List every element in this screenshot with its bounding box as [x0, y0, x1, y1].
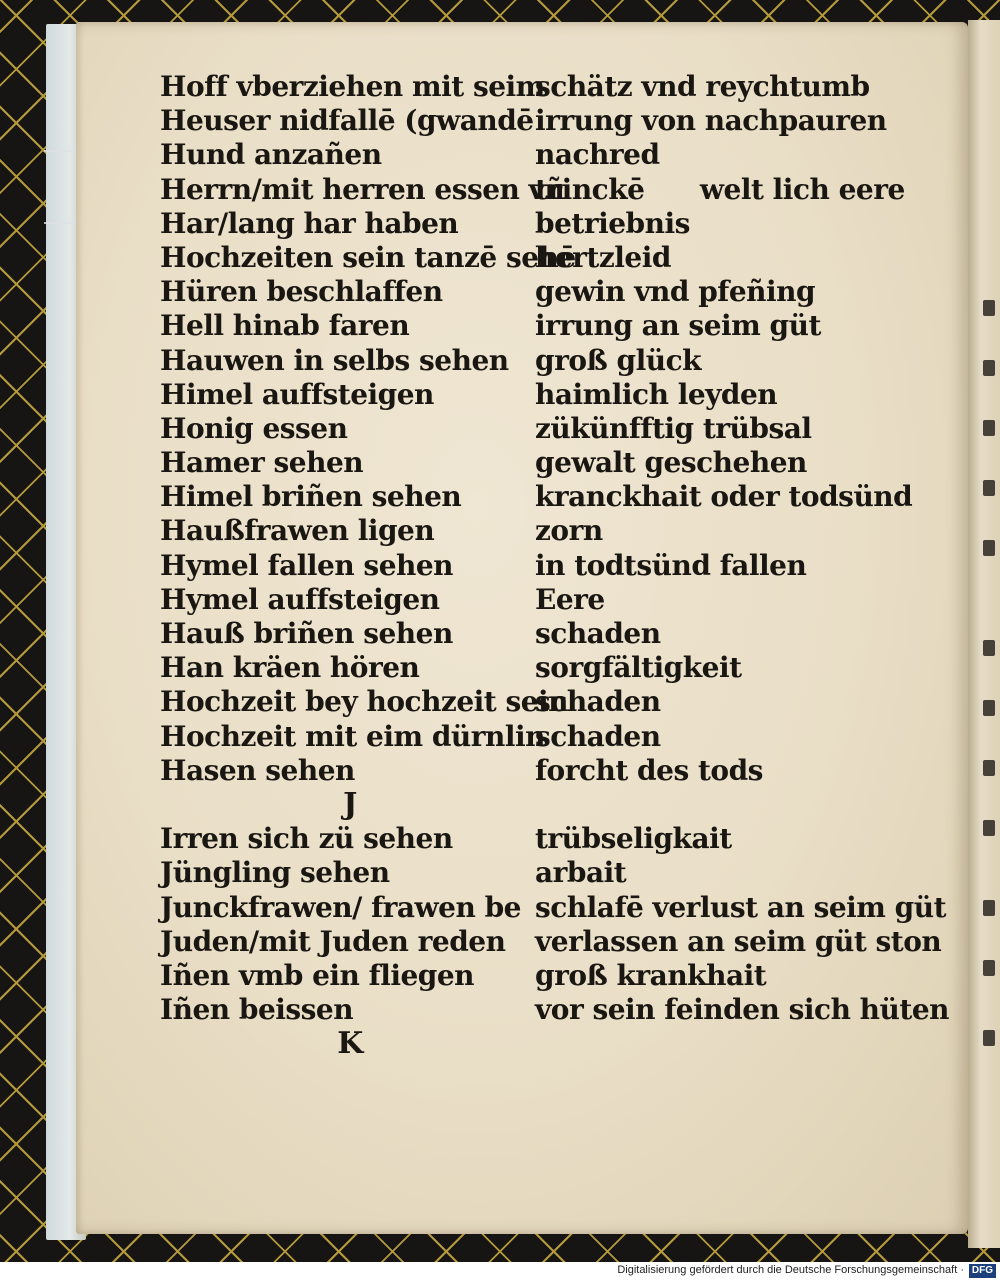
right-entry: groß krankhait [535, 958, 767, 992]
right-entry: irrung an seim güt [535, 309, 821, 343]
left-entry: Hund anzañen [160, 138, 382, 172]
right-entry: schaden [535, 719, 661, 753]
left-entry: Hochzeit bey hochzeit sein [160, 685, 569, 719]
left-entry: Himel auffsteigen [160, 377, 434, 411]
right-entry: irrung von nachpauren [535, 104, 887, 138]
right-entry: in todtsünd fallen [535, 548, 807, 582]
right-entry: verlassen an seim güt ston [535, 924, 942, 958]
left-entry: Heuser nidfallē (gwandē [160, 104, 534, 138]
right-entry: schätz vnd reychtumb [535, 70, 870, 103]
funding-notice: Digitalisierung gefördert durch die Deutsche Forschungsgemeinschaft · [617, 1264, 964, 1276]
left-entry: Iñen beissen [160, 993, 354, 1027]
right-entry: vor sein feinden sich hüten [535, 993, 949, 1027]
right-column [535, 70, 949, 1061]
facing-letter [983, 700, 995, 716]
left-entry: Jüngling sehen [160, 856, 390, 890]
facing-letter [983, 420, 995, 436]
right-entry: zorn [535, 514, 603, 548]
right-entry: nachred [535, 138, 660, 172]
left-entry: Iñen vmb ein fliegen [160, 958, 475, 992]
right-entry: Eere [535, 582, 605, 616]
left-entry: Hauwen in selbs sehen [160, 343, 509, 377]
right-entry: gewalt geschehen [535, 446, 807, 480]
right-entry: forcht des tods [535, 753, 763, 787]
left-entry: Herrn/mit herren essen vñ [160, 172, 565, 206]
right-entry: trinckē welt lich eere [535, 172, 905, 206]
dfg-logo: DFG [969, 1264, 996, 1278]
right-entry: schaden [535, 617, 661, 650]
left-entry: Hasen sehen [160, 753, 355, 787]
facing-letter [983, 360, 995, 376]
left-entry: Hymel fallen sehen [160, 548, 454, 582]
facing-letter [983, 960, 995, 976]
left-entry: Juden/mit Juden reden [160, 924, 506, 958]
facing-letter [983, 480, 995, 496]
facing-letter [983, 540, 995, 556]
left-entry: Himel briñen sehen [160, 480, 462, 514]
right-entry: betriebnis [535, 206, 690, 240]
left-entry: Han kräen hören [160, 651, 420, 685]
left-entry: Hüren beschlaffen [160, 275, 443, 309]
facing-letter [983, 640, 995, 656]
left-entry: Haußfrawen ligen [160, 514, 435, 548]
left-entry: Irren sich zü sehen [160, 822, 453, 856]
left-entry: Hoff vberziehen mit seim [160, 70, 545, 103]
facing-letter [983, 900, 995, 916]
right-entry: schlafē verlust an seim güt [535, 890, 947, 924]
right-entry: trübseligkait [535, 822, 732, 856]
right-entry: kranckhait oder todsünd [535, 480, 913, 514]
left-entry: Hauß briñen sehen [160, 617, 453, 650]
facing-letter [983, 1030, 995, 1046]
left-entry: Honig essen [160, 411, 348, 445]
right-entry: hertzleid [535, 240, 671, 274]
right-entry: haimlich leyden [535, 377, 778, 411]
right-entry-spacer [535, 1027, 945, 1061]
left-entry: Hochzeiten sein tanzē sehē [160, 240, 576, 274]
section-letter: K [337, 1026, 363, 1062]
left-entry: Hamer sehen [160, 446, 364, 480]
right-entry: gewin vnd pfeñing [535, 275, 816, 309]
right-entry: schaden [535, 685, 661, 719]
right-entry: arbait [535, 856, 627, 890]
left-entry: Junckfrawen/ frawen be [160, 890, 521, 924]
left-entry: Har/lang har haben [160, 206, 459, 240]
facing-letter [983, 820, 995, 836]
left-entry: Hell hinab faren [160, 309, 410, 343]
right-entry: zükünfftig trübsal [535, 411, 812, 445]
right-entry: sorgfältigkeit [535, 651, 742, 685]
left-entry: Hymel auffsteigen [160, 582, 440, 616]
section-letter: J [343, 786, 357, 822]
left-entry: Hochzeit mit eim dürnlin [160, 719, 546, 753]
right-entry: groß glück [535, 343, 702, 377]
facing-letter [983, 300, 995, 316]
facing-page-edge [968, 20, 1000, 1248]
footer-bar [0, 1262, 1000, 1281]
right-entry-spacer [535, 788, 945, 822]
facing-letter [983, 760, 995, 776]
